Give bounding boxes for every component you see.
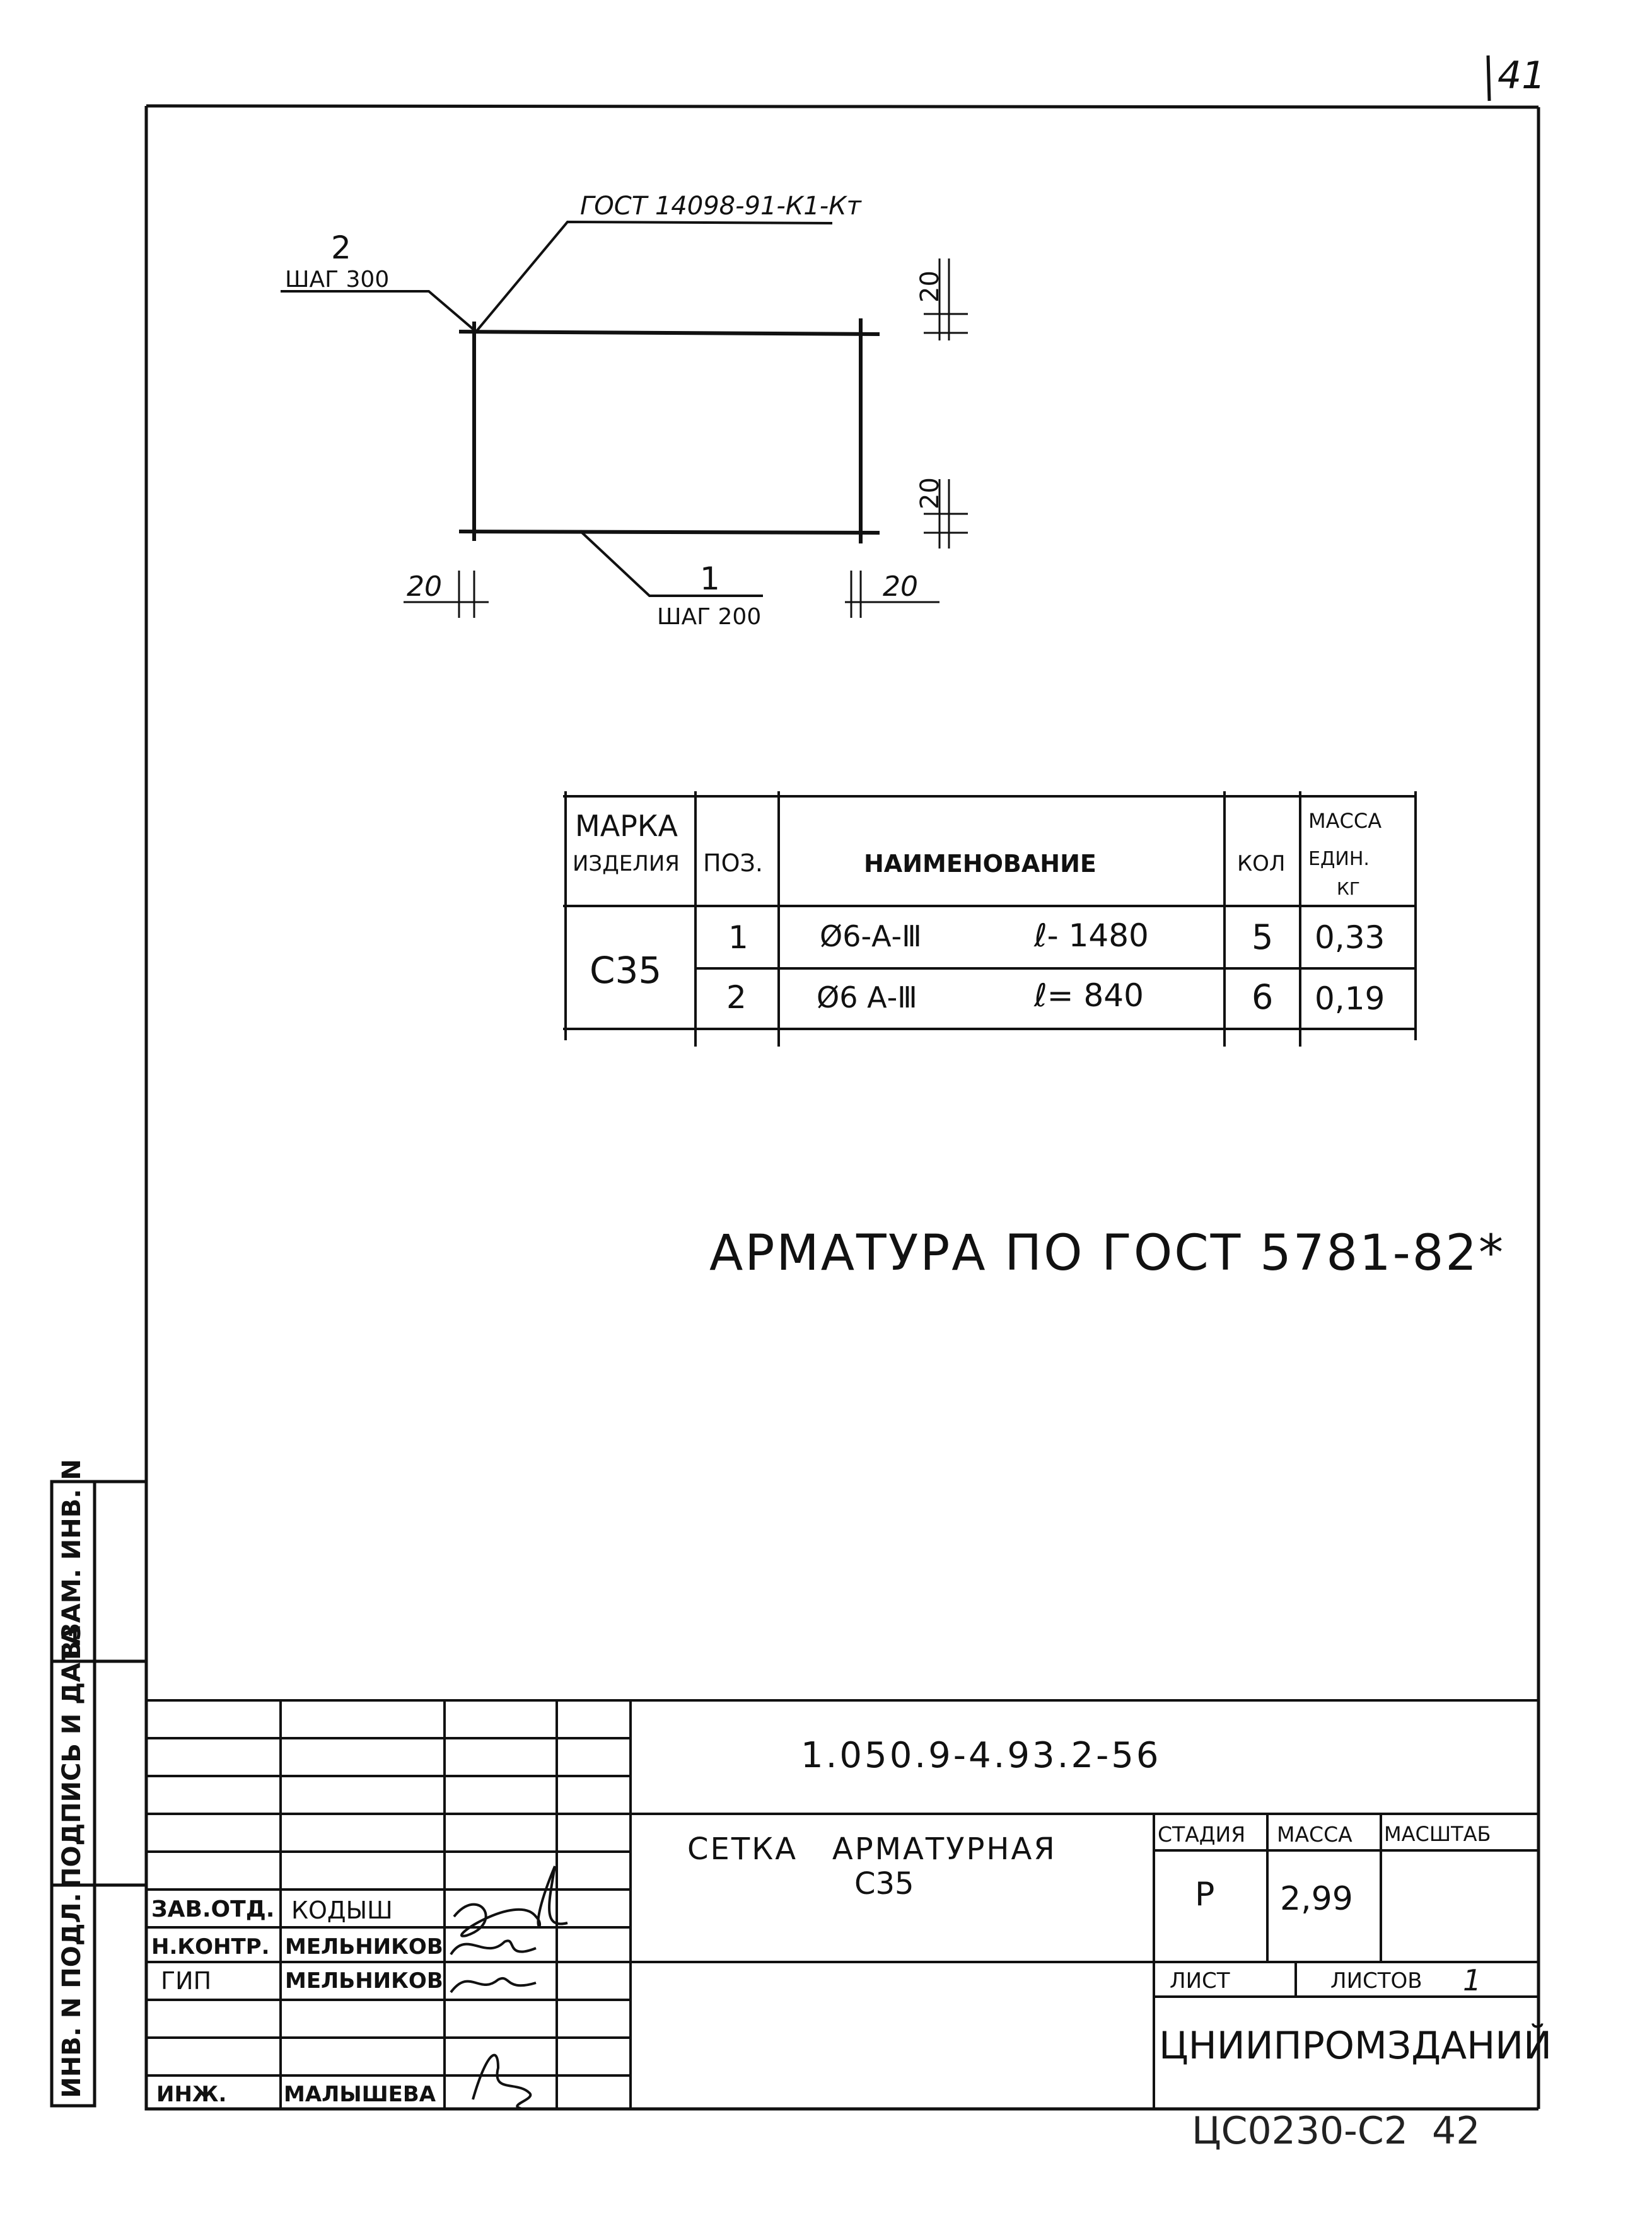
title-line-1: СЕТКА АРМАТУРНАЯ (687, 1832, 1057, 1867)
side-stamp-sign-date: ПОДПИСЬ И ДАТА (57, 1625, 86, 1888)
spec-row-2-pos: 2 (726, 979, 747, 1016)
sheet-frame (146, 106, 1539, 2109)
spec-row-1-pos: 1 (728, 919, 748, 956)
spec-header-pos: ПОЗ. (703, 849, 763, 877)
spec-header-mass-2: ЕДИН. (1308, 848, 1370, 870)
spec-header-mark-1: МАРКА (575, 809, 678, 843)
footer-code: ЦС0230-С2 42 (1192, 2109, 1480, 2153)
bar2-pos: 2 (331, 229, 351, 266)
dim-bottom-right: 20 (916, 477, 945, 509)
signature-melnikov-1 (451, 1941, 536, 1954)
mass-value: 2,99 (1280, 1880, 1353, 1918)
spec-row-1-length: ℓ- 1480 (1034, 917, 1149, 954)
title-line-2: С35 (854, 1866, 914, 1901)
spec-header-mark-2: ИЗДЕЛИЯ (573, 851, 680, 876)
name-head-dept: КОДЫШ (291, 1896, 393, 1924)
doc-code: 1.050.9-4.93.2-56 (801, 1735, 1161, 1776)
spec-row-2-mass: 0,19 (1315, 980, 1385, 1017)
reinforcement-note: АРМАТУРА ПО ГОСТ 5781-82* (709, 1225, 1506, 1282)
dim-top-right: 20 (916, 270, 945, 303)
mass-label: МАССА (1277, 1822, 1352, 1847)
bar1-pitch: ШАГ 200 (657, 604, 762, 630)
mesh-outline (459, 318, 880, 543)
role-engineer: ИНЖ. (156, 2082, 227, 2107)
callout-leader-bottom (580, 531, 763, 596)
organization: ЦНИИПРОМЗДАНИЙ (1159, 2024, 1552, 2068)
bar2-pitch: ШАГ 300 (285, 267, 390, 293)
sheet-number: 41 (1498, 54, 1546, 98)
spec-row-1-name: Ø6-А-Ⅲ (820, 919, 922, 953)
stage-label: СТАДИЯ (1158, 1822, 1246, 1847)
dim-left: 20 (407, 571, 442, 603)
sheet-label: ЛИСТ (1170, 1968, 1230, 1994)
signature-melnikov-2 (451, 1978, 536, 1992)
stage-value: Р (1195, 1876, 1215, 1913)
sheets-label: ЛИСТОВ (1330, 1968, 1422, 1994)
signature-malysheva (473, 2055, 530, 2109)
spec-row-2-qty: 6 (1252, 977, 1274, 1017)
spec-mark-value: С35 (590, 949, 662, 992)
signature-kodysh (454, 1866, 567, 1936)
bar1-pos: 1 (700, 560, 720, 597)
name-chief-engineer: МЕЛЬНИКОВ (285, 1968, 443, 1994)
sheets-count: 1 (1463, 1963, 1482, 1997)
spec-row-1-qty: 5 (1252, 917, 1274, 957)
side-stamp-inv-orig: ИНВ. N ПОДЛ. (57, 1893, 86, 2098)
spec-row-1-mass: 0,33 (1315, 919, 1385, 956)
spec-header-qty: КОЛ (1237, 851, 1286, 876)
side-stamp-inv-replace: ВЗАМ. ИНВ. N (57, 1459, 86, 1660)
spec-table-grid (563, 791, 1416, 1047)
signatures (451, 1866, 567, 2109)
spec-header-name: НАИМЕНОВАНИЕ (864, 850, 1096, 878)
callout-standard: ГОСТ 14098-91-К1-Кт (580, 192, 861, 221)
spec-row-2-name: Ø6 А-Ⅲ (817, 980, 917, 1014)
name-engineer: МАЛЫШЕВА (284, 2082, 436, 2107)
spec-row-2-length: ℓ= 840 (1034, 977, 1144, 1014)
dim-right: 20 (883, 571, 918, 603)
role-head-dept: ЗАВ.ОТД. (151, 1896, 275, 1922)
role-chief-engineer: ГИП (161, 1967, 212, 1995)
scale-label: МАСШТАБ (1384, 1822, 1491, 1846)
name-norm-control: МЕЛЬНИКОВ (285, 1934, 443, 1959)
spec-header-mass-1: МАССА (1308, 809, 1382, 833)
spec-header-mass-3: КГ (1337, 878, 1360, 899)
role-norm-control: Н.КОНТР. (151, 1934, 270, 1959)
